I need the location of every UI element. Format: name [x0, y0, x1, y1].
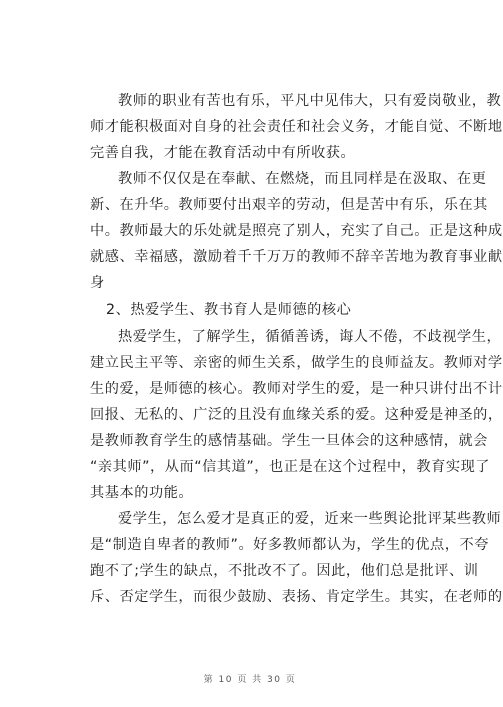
- paragraph-3-line-2: 建立民主平等、亲密的师生关系，做学生的良师益友。教师对学: [90, 355, 503, 371]
- paragraph-1-line-3: 完善自我，才能在教育活动中有所收获。: [90, 145, 356, 161]
- section-heading: 2、热爱学生、教书育人是师德的核心: [106, 302, 352, 318]
- paragraph-2-line-1: 教师不仅仅是在奉献、在燃烧，而且同样是在汲取、在更: [118, 171, 487, 187]
- paragraph-2-line-3: 中。教师最大的乐处就是照亮了别人，充实了自己。正是这种成: [90, 223, 503, 239]
- paragraph-3-line-4: 回报、无私的、广泛的且没有血缘关系的爱。这种爱是神圣的，: [90, 407, 503, 423]
- paragraph-1-line-2: 师才能积极面对自身的社会责任和社会义务，才能自觉、不断地: [90, 119, 503, 135]
- paragraph-4-line-1: 爱学生，怎么爱才是真正的爱，近来一些舆论批评某些教师: [118, 511, 502, 527]
- paragraph-2-line-4: 就感、幸福感，激励着千千万万的教师不辞辛苦地为教育事业献: [90, 249, 503, 265]
- paragraph-4-line-4: 斥、否定学生，而很少鼓励、表扬、肯定学生。其实，在老师的: [90, 589, 503, 605]
- page-number-footer: 第 10 页 共 30 页: [203, 675, 297, 685]
- paragraph-4-line-3: 跑不了;学生的缺点，不批改不了。因此，他们总是批评、训: [90, 563, 479, 579]
- paragraph-3-line-5: 是教师教育学生的感情基础。学生一旦体会的这种感情，就会: [90, 433, 488, 449]
- paragraph-2-line-5: 身: [90, 275, 105, 291]
- paragraph-3-line-6: “亲其师”，从而“信其道”，也正是在这个过程中，教育实现了: [90, 459, 491, 475]
- page-body: [90, 88, 503, 610]
- paragraph-4-line-2: 是“制造自卑者的教师”。好多教师都认为，学生的优点，不夸: [90, 537, 489, 553]
- paragraph-2-line-2: 新、在升华。教师要付出艰辛的劳动，但是苦中有乐，乐在其: [90, 197, 488, 213]
- paragraph-1-line-1: 教师的职业有苦也有乐，平凡中见伟大，只有爱岗敬业，教: [118, 93, 502, 109]
- paragraph-3-line-7: 其基本的功能。: [90, 485, 194, 501]
- paragraph-3-line-1: 热爱学生，了解学生，循循善诱，诲人不倦，不歧视学生，: [118, 329, 502, 345]
- paragraph-3-line-3: 生的爱，是师德的核心。教师对学生的爱，是一种只讲付出不计: [90, 381, 503, 397]
